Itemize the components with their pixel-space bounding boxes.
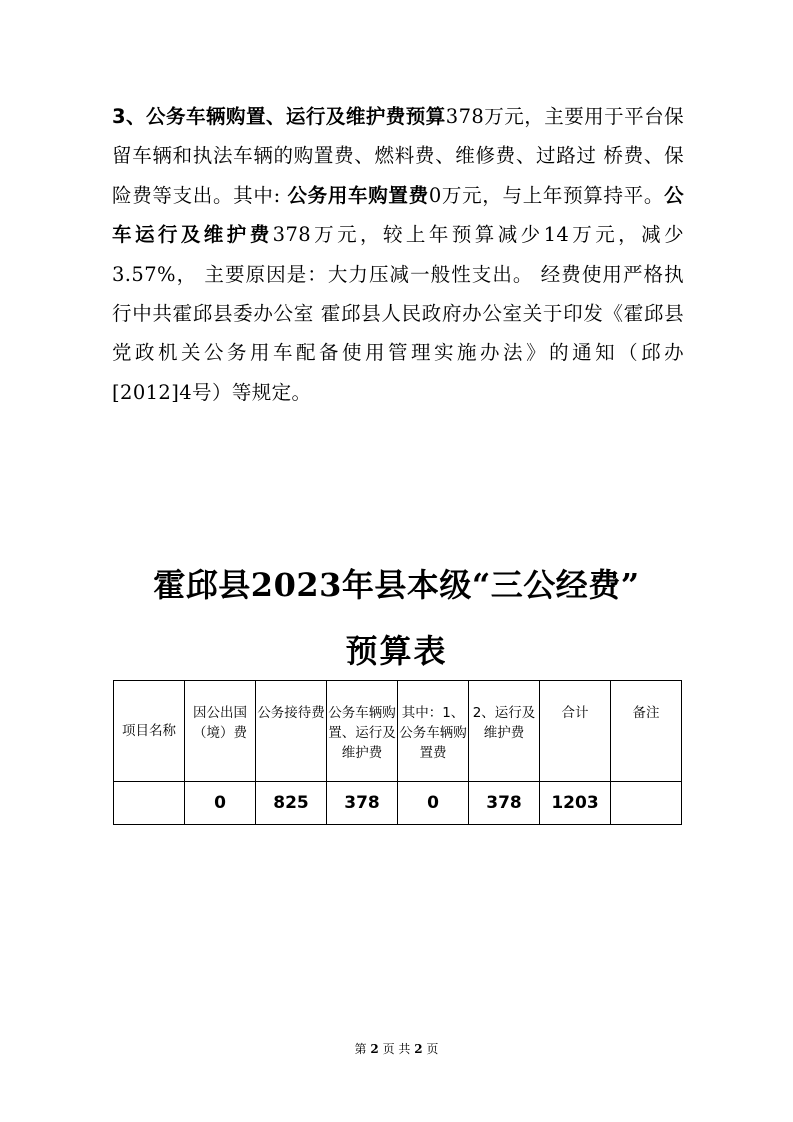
cell-vehicle-purchase: 0 (398, 782, 469, 825)
cell-vehicle-total: 378 (327, 782, 398, 825)
vehicle-budget-paragraph (112, 97, 684, 412)
cell-official-reception: 825 (256, 782, 327, 825)
header-vehicle-operation: 2、运行及维护费 (469, 681, 540, 782)
table-row (114, 782, 682, 825)
header-vehicle-total: 公务车辆购置、运行及维护费 (327, 681, 398, 782)
paragraph-lead-heading: 3、公务车辆购置、运行及维护费预算 (112, 105, 446, 128)
header-project-name: 项目名称 (114, 681, 185, 782)
table-title-line2: 预算表 (345, 632, 448, 670)
cell-vehicle-operation: 378 (469, 782, 540, 825)
table-header-row (114, 681, 682, 782)
cell-remarks (611, 782, 682, 825)
header-total: 合计 (540, 681, 611, 782)
budget-table (113, 680, 682, 825)
page-footer (0, 1040, 793, 1057)
cell-total: 1203 (540, 782, 611, 825)
footer-total-pages: 2 (414, 1042, 423, 1056)
header-official-reception: 公务接待费 (256, 681, 327, 782)
header-overseas-travel: 因公出国（境）费 (185, 681, 256, 782)
footer-page-number: 2 (370, 1042, 379, 1056)
header-vehicle-purchase: 其中：1、公务车辆购置费 (398, 681, 469, 782)
paragraph-bold-term-purchase: 公务用车购置费 (287, 183, 429, 207)
paragraph-text-3: 378万元，较上年预算减少14万元，减少3.57%， 主要原因是：大力压减一般性支出。 经费使用严格执行中共霍邱县委办公室 霍邱县人民政府办公室关于印发《霍邱县党政机关公务用车配备使用管理实施办法》的通知（邱办[2012]4号）等规定。 (112, 223, 684, 404)
paragraph-text-1: 378万元，主要用于平台保留车辆和执法车辆的购置费、燃料费、维修费、过路过 桥费、保险费等支出。其中: (112, 105, 685, 207)
footer-suffix: 页 (426, 1042, 439, 1056)
table-title-line1: 霍邱县2023年县本级“三公经费” (153, 566, 640, 604)
footer-prefix: 第 (354, 1042, 367, 1056)
cell-project-name (114, 782, 185, 825)
footer-mid: 页 共 (382, 1042, 411, 1056)
header-remarks: 备注 (611, 681, 682, 782)
cell-overseas-travel: 0 (185, 782, 256, 825)
paragraph-bold-term-operation: 公车运行及维护费 (112, 183, 684, 247)
paragraph-text-2: 0万元，与上年预算持平。 (428, 183, 665, 207)
